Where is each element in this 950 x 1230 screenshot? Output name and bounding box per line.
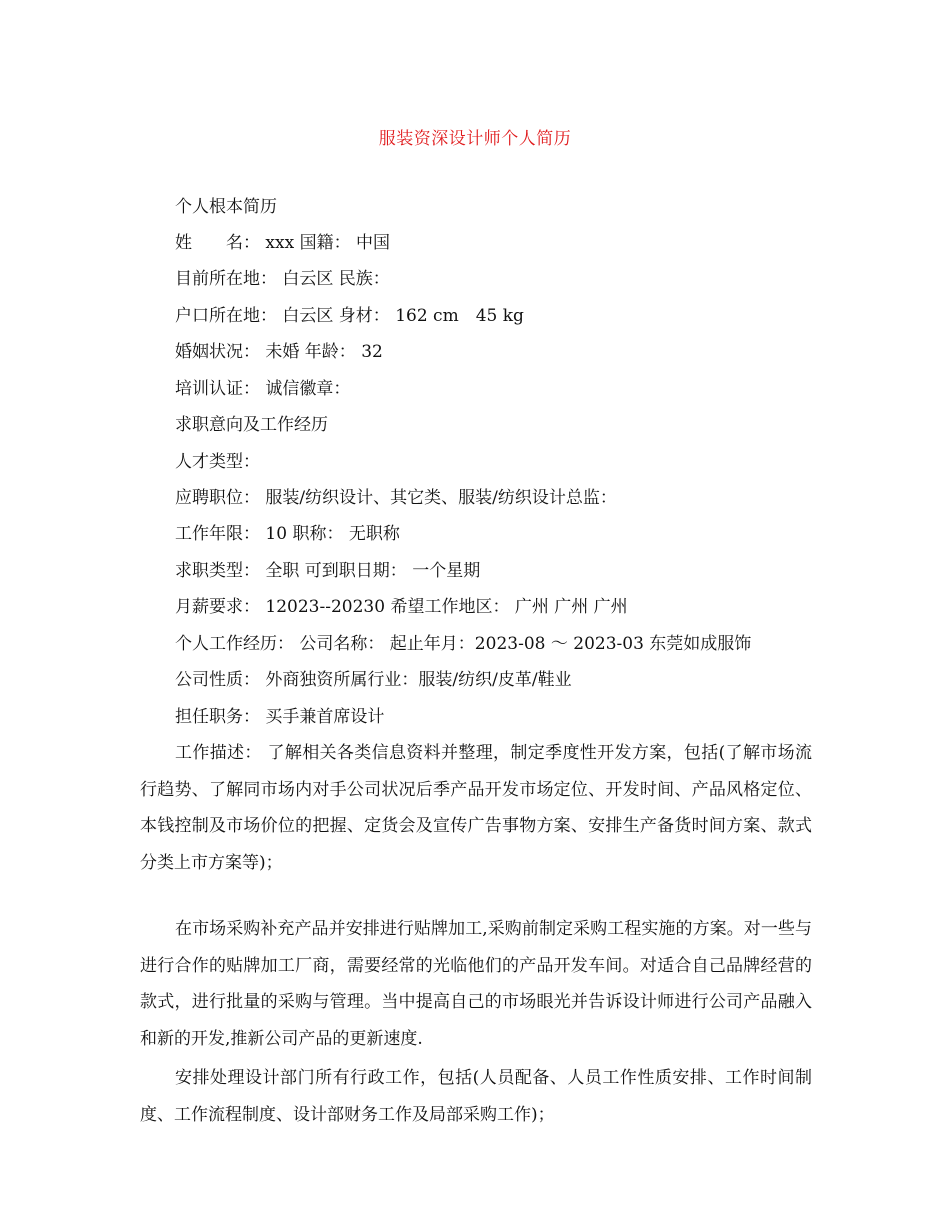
document-title: 服装资深设计师个人简历	[378, 129, 572, 149]
info-line-name-nationality: 姓 名： xxx 国籍： 中国	[175, 233, 390, 253]
info-line-hukou-stature: 户口所在地： 白云区 身材： 162 cm 45 kg	[175, 306, 524, 326]
info-line-salary-region: 月薪要求： 12023--20230 希望工作地区： 广州 广州 广州	[175, 597, 628, 617]
info-line-marital-age: 婚姻状况： 未婚 年龄： 32	[175, 342, 383, 362]
info-line-years-title: 工作年限： 10 职称： 无职称	[175, 524, 400, 544]
info-line-position: 应聘职位： 服装/纺织设计、其它类、服装/纺织设计总监：	[175, 488, 617, 508]
info-line-current-location: 目前所在地： 白云区 民族：	[175, 269, 390, 289]
info-line-role: 担任职务： 买手兼首席设计	[175, 707, 385, 727]
info-line-work-experience: 个人工作经历： 公司名称： 起止年月：2023-08 ～ 2023-03 东莞如成服饰	[175, 634, 752, 654]
info-line-talent-type: 人才类型：	[175, 452, 260, 472]
info-line-job-type: 求职类型： 全职 可到职日期： 一个星期	[175, 561, 481, 581]
paragraph-purchasing: 在市场采购补充产品并安排进行贴牌加工,采购前制定采购工程实施的方案。对一些与进行合作的贴牌加工厂商，需要经常的光临他们的产品开发车间。对适合自己品牌经营的款式，进行批量的采购与管理。当中提高自己的市场眼光并告诉设计师进行公司产品融入和新的开发,推新公司产品的更新速度.	[140, 919, 812, 1049]
info-line-certification: 培训认证： 诚信徽章：	[175, 379, 351, 399]
info-line-company-nature: 公司性质： 外商独资所属行业：服装/纺织/皮革/鞋业	[175, 670, 572, 690]
section-heading-basic-info: 个人根本简历	[175, 197, 277, 217]
section-heading-job-intent: 求职意向及工作经历	[175, 415, 328, 435]
paragraph-administration: 安排处理设计部门所有行政工作，包括(人员配备、人员工作性质安排、工作时间制度、工作流程制度、设计部财务工作及局部采购工作)；	[140, 1068, 812, 1125]
paragraph-job-description: 工作描述： 了解相关各类信息资料并整理，制定季度性开发方案，包括(了解市场流行趋势、了解同市场内对手公司状况后季产品开发市场定位、开发时间、产品风格定位、本钱控制及市场价位的把握、定货会及宣传广告事物方案、安排生产备货时间方案、款式分类上市方案等)；	[140, 743, 812, 873]
